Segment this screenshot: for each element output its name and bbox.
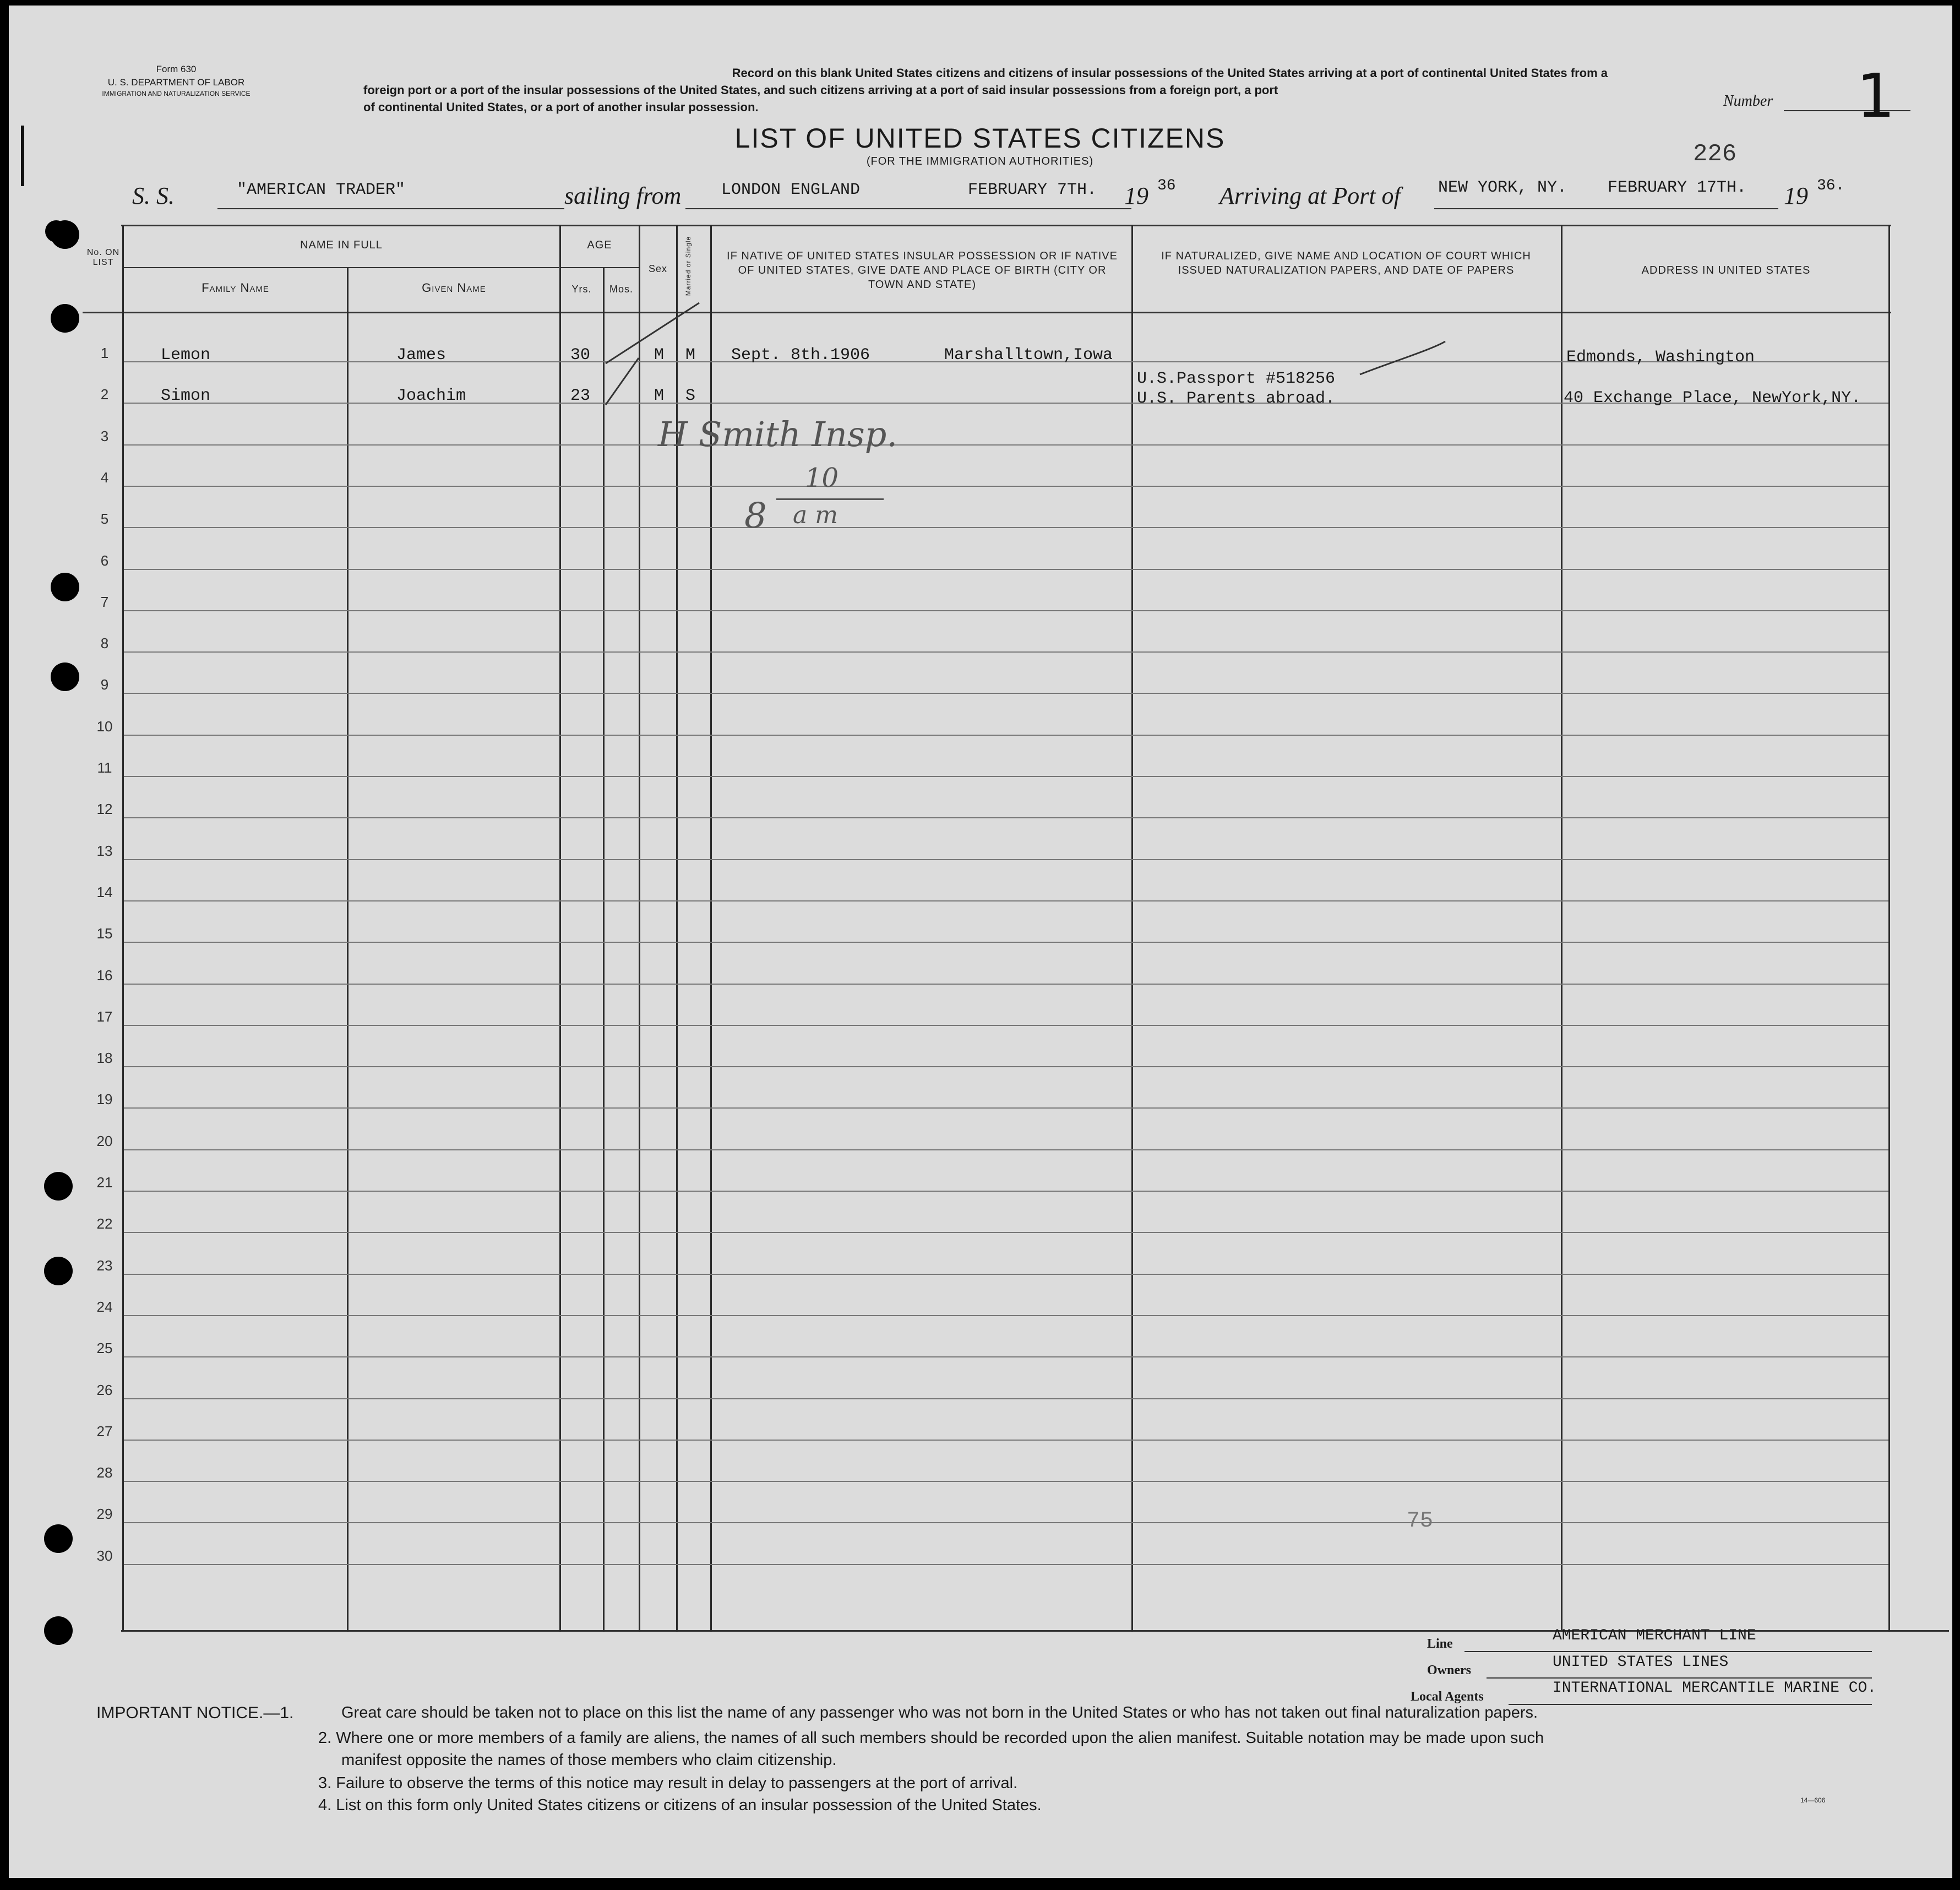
check-stroke	[1360, 341, 1445, 374]
header-age: AGE	[587, 239, 612, 251]
depart-year: 36	[1157, 177, 1176, 194]
owners-value: UNITED STATES LINES	[1553, 1654, 1729, 1671]
name-sub-border	[124, 267, 559, 268]
row-number: 8	[100, 635, 109, 652]
line-underline	[1464, 1651, 1872, 1652]
row-rule	[124, 1025, 1888, 1026]
row-rule	[124, 942, 1888, 943]
arrival-port: NEW YORK, NY.	[1438, 178, 1567, 197]
pencil-mark: 75	[1407, 1509, 1434, 1534]
row-number: 11	[97, 759, 112, 776]
print-code: 14—606	[1800, 1796, 1826, 1804]
ship-underline	[217, 208, 564, 209]
row-number: 25	[96, 1340, 113, 1357]
header-name-in-full: NAME IN FULL	[300, 239, 383, 251]
record-text-2: foreign port or a port of the insular possessions of the United States, and such citizens arriving at a port of said insular possessions from a foreign port, a port	[363, 83, 1278, 97]
row-rule	[124, 693, 1888, 694]
punch-hole	[51, 573, 79, 601]
row-rule	[124, 1564, 1888, 1565]
number-label: Number	[1723, 93, 1773, 110]
row-rule	[124, 444, 1888, 446]
arrival-underline	[1434, 208, 1778, 209]
header-birth: IF NATIVE OF UNITED STATES INSULAR POSSESSION OR IF NATIVE OF UNITED STATES, GIVE DATE AND PLACE OF BIRTH (CITY OR TOWN AND STATE)	[727, 250, 1118, 291]
row-number: 6	[100, 552, 109, 569]
row-rule	[124, 776, 1888, 777]
owners-label: Owners	[1427, 1663, 1471, 1677]
header-family-name: Family Name	[202, 281, 269, 295]
row-number: 27	[96, 1422, 113, 1440]
inspector-signature: H Smith Insp.	[658, 414, 898, 454]
passenger-2-naturalization: U.S.Passport #518256 U.S. Parents abroad.	[1137, 370, 1336, 408]
row-rule	[124, 569, 1888, 570]
col-divider	[1131, 225, 1133, 1632]
passenger-1-birth-place: Marshalltown,Iowa	[944, 346, 1113, 365]
passenger-1-married: M	[685, 346, 696, 365]
punch-hole	[51, 662, 79, 691]
form-number: Form 630	[156, 64, 197, 74]
punch-hole	[44, 1616, 73, 1645]
passenger-2-address: 40 Exchange Place, NewYork,NY.	[1564, 389, 1861, 408]
row-rule	[124, 1440, 1888, 1441]
row-number: 4	[100, 469, 109, 486]
row-rule	[124, 1274, 1888, 1275]
row-rule	[124, 610, 1888, 611]
row-rule	[124, 735, 1888, 736]
row-number: 16	[96, 966, 113, 984]
page-subtitle: (FOR THE IMMIGRATION AUTHORITIES)	[866, 155, 1094, 167]
row-rule	[124, 1522, 1888, 1523]
col-divider	[639, 225, 640, 1632]
row-number: 12	[96, 801, 113, 818]
notice-2a: 2. Where one or more members of a family are aliens, the names of all such members should be recorded upon the alien manifest. Suitable notation may be made upon such	[318, 1729, 1544, 1747]
record-text-1: Record on this blank United States citizens and citizens of insular possessions of the United States arriving at a port of continental United States from a	[732, 66, 1608, 80]
passenger-1-family: Lemon	[161, 346, 211, 365]
row-number: 7	[100, 593, 109, 610]
passenger-1-address: Edmonds, Washington	[1566, 348, 1755, 367]
header-mos: Mos.	[609, 284, 633, 295]
agents-underline	[1509, 1704, 1872, 1705]
row-number: 28	[96, 1464, 113, 1481]
col-divider	[1561, 225, 1562, 1632]
agents-value: INTERNATIONAL MERCANTILE MARINE CO.	[1553, 1680, 1877, 1697]
row-number: 18	[96, 1050, 113, 1067]
time-number: 8	[744, 496, 767, 536]
ink-strokes	[595, 297, 1476, 408]
notice-title: IMPORTANT NOTICE.—1.	[96, 1704, 294, 1722]
notice-4: 4. List on this form only United States citizens or citizens of an insular possession of the United States.	[318, 1796, 1042, 1814]
notice-2b: manifest opposite the names of those members who claim citizenship.	[341, 1751, 837, 1769]
header-yrs: Yrs.	[571, 284, 592, 295]
row-rule	[124, 1107, 1888, 1109]
row-rule	[124, 527, 1888, 528]
header-sex: Sex	[648, 263, 668, 274]
row-rule	[124, 1232, 1888, 1233]
number-value: 1	[1856, 61, 1895, 131]
passenger-2-married: S	[685, 387, 696, 405]
punch-hole	[51, 304, 79, 333]
row-rule	[124, 984, 1888, 985]
from-underline	[685, 208, 1131, 209]
row-number: 19	[96, 1091, 113, 1108]
row-number: 24	[96, 1298, 113, 1315]
row-number: 10	[96, 718, 113, 735]
row-number: 29	[96, 1506, 113, 1523]
notice-1: Great care should be taken not to place on this list the name of any passenger who was not born in the United States or who has not taken out final naturalization papers.	[341, 1704, 1538, 1721]
year-prefix-2: 19	[1784, 182, 1808, 209]
time-ampm: a m	[793, 501, 838, 529]
passenger-2-yrs: 23	[570, 387, 591, 405]
punch-hole	[45, 220, 67, 242]
row-number: 23	[96, 1257, 113, 1274]
line-label: Line	[1427, 1637, 1453, 1651]
col-divider	[559, 225, 561, 1632]
header-address: ADDRESS IN UNITED STATES	[1641, 264, 1811, 276]
arriving-label: Arriving at Port of	[1219, 182, 1401, 209]
col-divider	[1888, 225, 1890, 1632]
time-fraction-bar	[776, 498, 884, 500]
passenger-2-sex: M	[654, 387, 665, 405]
from-port: LONDON ENGLAND	[721, 181, 861, 199]
depart-date: FEBRUARY 7TH.	[968, 181, 1097, 199]
table-top-border	[121, 225, 1891, 226]
department: U. S. DEPARTMENT OF LABOR	[107, 77, 245, 88]
row-number: 9	[100, 676, 109, 693]
year-prefix-1: 19	[1124, 182, 1148, 209]
passenger-1-birth-date: Sept. 8th.1906	[731, 346, 870, 365]
row-rule	[124, 1149, 1888, 1150]
row-rule	[124, 1315, 1888, 1316]
ship-name: "AMERICAN TRADER"	[237, 181, 406, 199]
header-given-name: Given Name	[422, 281, 486, 295]
col-divider	[347, 268, 349, 1632]
age-sub-border	[560, 267, 639, 268]
row-number: 30	[96, 1547, 113, 1564]
row-number: 14	[96, 883, 113, 900]
row-number: 26	[96, 1381, 113, 1398]
owners-underline	[1487, 1677, 1872, 1679]
row-rule	[124, 651, 1888, 653]
row-rule	[124, 817, 1888, 818]
passenger-2-family: Simon	[161, 387, 211, 405]
row-number: 20	[96, 1132, 113, 1149]
agents-label: Local Agents	[1411, 1690, 1484, 1704]
header-naturalized: IF NATURALIZED, GIVE NAME AND LOCATION OF COURT WHICH ISSUED NATURALIZATION PAPERS, AND DATE OF PAPERS	[1161, 250, 1531, 276]
row-rule	[124, 1356, 1888, 1357]
row-rule	[124, 1066, 1888, 1067]
row-rule	[124, 1481, 1888, 1482]
arrival-date: FEBRUARY 17TH.	[1608, 178, 1747, 197]
col-divider	[603, 268, 605, 1632]
row-number: 1	[100, 345, 109, 361]
service: IMMIGRATION AND NATURALIZATION SERVICE	[102, 90, 251, 97]
row-number: 2	[100, 386, 109, 403]
row-number: 21	[96, 1174, 113, 1191]
punch-hole	[44, 1524, 73, 1553]
record-text-3: of continental United States, or a port of another insular possession.	[363, 100, 759, 114]
row-number: 13	[96, 842, 113, 859]
row-rule	[124, 486, 1888, 487]
stamp-number: 226	[1693, 140, 1737, 168]
ss-label: S. S.	[132, 182, 175, 209]
header-no: No. ON LIST	[86, 248, 120, 267]
punch-hole	[44, 1172, 73, 1201]
row-rule	[124, 900, 1888, 901]
row-rule	[124, 1398, 1888, 1399]
row-number: 22	[96, 1215, 113, 1232]
row-number: 17	[96, 1008, 113, 1025]
row-rule	[124, 859, 1888, 860]
time-superscript: 10	[805, 463, 839, 493]
passenger-1-given: James	[396, 346, 447, 365]
passenger-1-sex: M	[654, 346, 665, 365]
passenger-1-yrs: 30	[570, 346, 591, 365]
passenger-2-given: Joachim	[396, 387, 466, 405]
row-number: 15	[96, 925, 113, 942]
line-value: AMERICAN MERCHANT LINE	[1553, 1627, 1756, 1644]
row-number: 5	[100, 510, 109, 528]
sailing-label: sailing from	[564, 182, 682, 209]
row-rule	[124, 1191, 1888, 1192]
header-married: Married or Single	[684, 236, 692, 296]
row-number: 3	[100, 427, 109, 444]
punch-hole	[44, 1257, 73, 1285]
diagonal-stroke	[606, 358, 639, 405]
arrival-year: 36.	[1817, 177, 1845, 194]
page-title: LIST OF UNITED STATES CITIZENS	[734, 123, 1226, 154]
diagonal-stroke	[606, 303, 699, 363]
notice-3: 3. Failure to observe the terms of this notice may result in delay to passengers at the port of arrival.	[318, 1774, 1018, 1792]
